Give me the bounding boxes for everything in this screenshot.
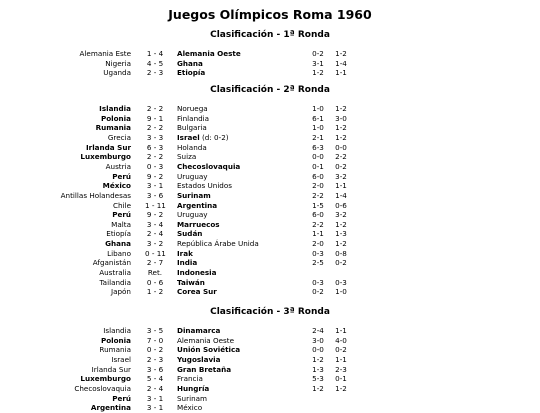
aggregate-score: 2 - 3 (146, 68, 164, 78)
match-row (0, 355, 540, 365)
away-team (177, 229, 202, 239)
second-leg-score: 1-1 (335, 326, 347, 335)
away-team (177, 104, 208, 114)
aggregate-score: 2 - 4 (146, 229, 164, 239)
away-team-name: Surinam (177, 190, 211, 200)
match-row (0, 278, 540, 288)
first-leg-score: 6-1 (312, 113, 324, 123)
page-title: Juegos Olímpicos Roma 1960 (168, 7, 372, 22)
round-title: Clasificación - 2ª Ronda (210, 85, 330, 95)
away-team-name: México (177, 403, 203, 413)
away-team (177, 345, 240, 355)
second-leg-score: 3-0 (335, 113, 347, 123)
first-leg-score: 3-0 (312, 335, 324, 345)
match-row (0, 403, 540, 413)
aggregate-score: 3 - 2 (146, 239, 164, 249)
match-row (0, 220, 540, 230)
first-leg-score: 0-2 (312, 49, 324, 58)
home-team: Rumania (95, 123, 131, 133)
aggregate-score: 9 - 1 (146, 113, 164, 123)
away-team-name: Israel (177, 132, 200, 142)
home-team: Tailandia (99, 277, 131, 287)
first-leg-score: 2-0 (312, 181, 324, 191)
away-team (177, 403, 202, 413)
away-team (177, 172, 208, 182)
away-team-name: Alemania Oeste (177, 49, 241, 58)
away-team (177, 114, 209, 124)
second-leg-score: 0-3 (335, 277, 347, 287)
away-team-name: Etiopía (177, 68, 206, 78)
first-leg-score: 0-2 (312, 287, 324, 297)
away-team (177, 133, 229, 143)
home-team: Islandia (103, 326, 131, 335)
second-leg-score: 2-3 (335, 364, 347, 374)
home-team: Irlanda Sur (86, 142, 131, 152)
home-team: Libano (107, 248, 131, 258)
away-team (177, 181, 232, 191)
home-team: Islandia (99, 104, 131, 113)
aggregate-score: 9 - 2 (146, 171, 164, 181)
match-row (0, 181, 540, 191)
away-team (177, 123, 207, 133)
first-leg-score: 3-1 (312, 58, 324, 68)
away-team-name: Finlandia (177, 113, 210, 123)
away-team (177, 68, 205, 78)
first-leg-score: 1-0 (312, 123, 324, 133)
away-team (177, 287, 217, 297)
first-leg-score: 2-2 (312, 190, 324, 200)
match-row (0, 172, 540, 182)
away-team-name: Yugoslavia (177, 354, 221, 364)
second-leg-score: 1-2 (335, 49, 347, 58)
aggregate-score: 1 - 11 (145, 200, 166, 210)
away-team-name: Marruecos (177, 219, 220, 229)
aggregate-score: 2 - 4 (146, 383, 164, 393)
first-leg-score: 5-3 (312, 374, 324, 384)
aggregate-score: 2 - 7 (146, 258, 164, 268)
second-leg-score: 1-2 (335, 132, 347, 142)
first-leg-score: 1-1 (312, 229, 324, 239)
away-team-name: Unión Soviética (177, 345, 241, 355)
first-leg-score: 1-0 (312, 104, 324, 113)
round-title: Clasificación - 1ª Ronda (210, 30, 330, 40)
home-team: Antillas Holandesas (60, 190, 131, 200)
away-team-name: Ghana (177, 58, 203, 68)
first-leg-score: 2-5 (312, 258, 324, 268)
second-leg-score: 2-2 (335, 152, 347, 162)
aggregate-score: 2 - 2 (146, 104, 164, 113)
aggregate-score: 3 - 5 (146, 326, 164, 335)
first-leg-score: 1-2 (312, 68, 324, 78)
match-row (0, 365, 540, 375)
away-team (177, 201, 217, 211)
match-row (0, 326, 540, 336)
home-team: Rumania (99, 345, 131, 355)
away-team-name: Dinamarca (177, 326, 221, 335)
second-leg-score: 1-0 (335, 287, 347, 297)
away-team (177, 49, 241, 59)
aggregate-score: 1 - 2 (146, 287, 164, 297)
home-team: Luxemburgo (80, 374, 131, 384)
away-team-name: Irak (177, 248, 193, 258)
away-team-name: Corea Sur (177, 287, 217, 297)
match-row (0, 133, 540, 143)
second-leg-score: 0-2 (335, 161, 347, 171)
home-team: México (102, 181, 131, 191)
away-team-name: Sudán (177, 229, 203, 239)
away-team (177, 220, 220, 230)
first-leg-score: 1-2 (312, 354, 324, 364)
first-leg-score: 1-5 (312, 200, 324, 210)
match-row (0, 258, 540, 268)
aggregate-score: 5 - 4 (146, 374, 164, 384)
second-leg-score: 1-3 (335, 229, 347, 239)
away-team-name: Bulgaria (177, 123, 207, 133)
first-leg-score: 6-0 (312, 210, 324, 220)
aggregate-score: 3 - 6 (146, 190, 164, 200)
second-leg-score: 0-0 (335, 142, 347, 152)
away-team-name: Surinam (177, 393, 208, 403)
first-leg-score: 1-2 (312, 383, 324, 393)
away-team (177, 268, 216, 278)
match-row (0, 191, 540, 201)
home-team: Perú (112, 393, 131, 403)
away-team-name: Gran Bretaña (177, 364, 232, 374)
away-team (177, 258, 197, 268)
aggregate-score: 3 - 1 (146, 393, 164, 403)
second-leg-score: 3-2 (335, 171, 347, 181)
away-team (177, 326, 220, 336)
aggregate-score: 0 - 2 (146, 345, 164, 355)
aggregate-score: 2 - 3 (146, 354, 164, 364)
aggregate-score: 9 - 2 (146, 210, 164, 220)
aggregate-score: 3 - 4 (146, 219, 164, 229)
away-team-name: Alemania Oeste (177, 335, 235, 345)
away-team-name: Taiwán (177, 277, 205, 287)
home-team: Ghana (105, 239, 131, 249)
first-leg-score: 0-3 (312, 248, 324, 258)
aggregate-score: 3 - 1 (146, 181, 164, 191)
aggregate-score: 3 - 6 (146, 364, 164, 374)
home-team: Japón (110, 287, 131, 297)
second-leg-score: 1-2 (335, 104, 347, 113)
aggregate-score: 2 - 2 (146, 152, 164, 162)
away-team (177, 374, 203, 384)
home-team: Alemania Este (79, 49, 131, 58)
away-team-name: República Árabe Unida (177, 239, 259, 249)
second-leg-score: 0-1 (335, 374, 347, 384)
tiebreak-note: (d: 0-2) (199, 132, 229, 142)
second-leg-score: 4-0 (335, 335, 347, 345)
first-leg-score: 2-4 (312, 326, 324, 335)
match-row (0, 384, 540, 394)
home-team: Checoslovaquia (74, 383, 131, 393)
away-team (177, 210, 208, 220)
first-leg-score: 0-0 (312, 345, 324, 355)
home-team: Polonia (100, 113, 131, 123)
match-row (0, 239, 540, 249)
away-team (177, 394, 207, 404)
second-leg-score: 1-2 (335, 383, 347, 393)
aggregate-score: 3 - 3 (146, 132, 164, 142)
second-leg-score: 0-8 (335, 248, 347, 258)
home-team: Uganda (103, 68, 131, 78)
match-row (0, 336, 540, 346)
first-leg-score: 6-3 (312, 142, 324, 152)
away-team (177, 365, 231, 375)
home-team: Polonia (100, 335, 131, 345)
round-title: Clasificación - 3ª Ronda (210, 307, 330, 317)
second-leg-score: 0-6 (335, 200, 347, 210)
match-row (0, 152, 540, 162)
away-team-name: Indonesia (177, 268, 217, 278)
home-team: Chile (113, 200, 131, 210)
second-leg-score: 1-2 (335, 239, 347, 249)
match-row (0, 287, 540, 297)
home-team: Israel (111, 354, 131, 364)
home-team: Austria (105, 161, 131, 171)
away-team-name: Uruguay (177, 171, 208, 181)
aggregate-score: 2 - 2 (146, 123, 164, 133)
match-row (0, 345, 540, 355)
match-row (0, 68, 540, 78)
aggregate-score: 3 - 1 (146, 403, 164, 413)
away-team-name: Suiza (177, 152, 197, 162)
home-team: Australia (99, 268, 131, 278)
first-leg-score: 0-1 (312, 161, 324, 171)
second-leg-score: 1-1 (335, 181, 347, 191)
home-team: Irlanda Sur (91, 364, 131, 374)
match-row (0, 123, 540, 133)
match-row (0, 210, 540, 220)
home-team: Perú (112, 171, 131, 181)
second-leg-score: 1-4 (335, 190, 347, 200)
aggregate-score: 0 - 6 (146, 277, 164, 287)
match-row (0, 249, 540, 259)
away-team (177, 384, 209, 394)
home-team: Nigeria (105, 58, 131, 68)
match-row (0, 201, 540, 211)
aggregate-score: Ret. (147, 268, 163, 278)
second-leg-score: 1-1 (335, 354, 347, 364)
away-team-name: Estados Unidos (177, 181, 233, 191)
away-team-name: India (177, 258, 198, 268)
first-leg-score: 2-2 (312, 219, 324, 229)
away-team (177, 143, 207, 153)
aggregate-score: 7 - 0 (146, 335, 164, 345)
home-team: Luxemburgo (80, 152, 131, 162)
home-team: Afganistán (92, 258, 131, 268)
first-leg-score: 2-1 (312, 132, 324, 142)
aggregate-score: 6 - 3 (146, 142, 164, 152)
match-row (0, 374, 540, 384)
match-row (0, 114, 540, 124)
away-team (177, 239, 259, 249)
second-leg-score: 1-4 (335, 58, 347, 68)
away-team-name: Francia (177, 374, 203, 384)
home-team: Perú (112, 210, 131, 220)
away-team (177, 152, 196, 162)
away-team (177, 336, 234, 346)
away-team-name: Argentina (177, 200, 218, 210)
away-team-name: Checoslovaquia (177, 161, 241, 171)
first-leg-score: 1-3 (312, 364, 324, 374)
match-row (0, 162, 540, 172)
away-team (177, 278, 205, 288)
second-leg-score: 1-1 (335, 68, 347, 78)
second-leg-score: 1-2 (335, 219, 347, 229)
away-team-name: Noruega (177, 104, 208, 113)
away-team (177, 162, 240, 172)
match-row (0, 268, 540, 278)
away-team (177, 355, 220, 365)
second-leg-score: 1-2 (335, 123, 347, 133)
home-team: Argentina (90, 403, 131, 413)
first-leg-score: 0-3 (312, 277, 324, 287)
second-leg-score: 0-2 (335, 258, 347, 268)
away-team (177, 191, 211, 201)
aggregate-score: 0 - 3 (146, 161, 164, 171)
first-leg-score: 6-0 (312, 171, 324, 181)
aggregate-score: 0 - 11 (145, 248, 166, 258)
away-team-name: Hungría (177, 383, 210, 393)
home-team: Etiopía (106, 229, 131, 239)
home-team: Malta (111, 219, 131, 229)
away-team (177, 249, 193, 259)
match-row (0, 229, 540, 239)
first-leg-score: 2-0 (312, 239, 324, 249)
away-team (177, 59, 203, 69)
home-team: Grecia (107, 132, 131, 142)
aggregate-score: 1 - 4 (146, 49, 164, 58)
match-row (0, 104, 540, 114)
second-leg-score: 3-2 (335, 210, 347, 220)
match-row (0, 394, 540, 404)
match-row (0, 143, 540, 153)
aggregate-score: 4 - 5 (146, 58, 164, 68)
away-team-name: Holanda (177, 142, 207, 152)
match-row (0, 49, 540, 59)
match-row (0, 59, 540, 69)
first-leg-score: 0-0 (312, 152, 324, 162)
away-team-name: Uruguay (177, 210, 208, 220)
second-leg-score: 0-2 (335, 345, 347, 355)
